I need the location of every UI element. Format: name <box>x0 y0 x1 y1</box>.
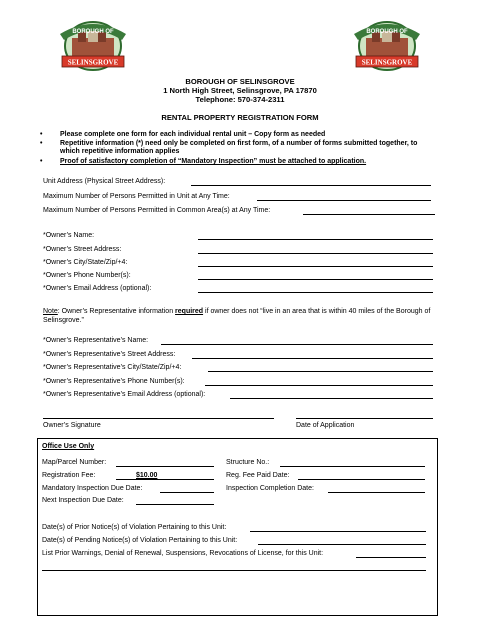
owner-phone-label: *Owner’s Phone Number(s): <box>43 272 131 279</box>
fee-paid-date-field[interactable] <box>298 479 425 480</box>
prior-warnings-field[interactable] <box>356 557 426 558</box>
borough-seal-left <box>58 18 128 76</box>
prior-notice-label: Date(s) of Prior Notice(s) of Violation Pertaining to this Unit: <box>42 524 227 531</box>
office-use-title: Office Use Only <box>42 443 95 450</box>
next-inspection-field[interactable] <box>136 504 214 505</box>
owner-email-field[interactable] <box>198 292 433 293</box>
prior-notice-field[interactable] <box>250 531 426 532</box>
owner-signature-field[interactable] <box>43 418 274 419</box>
org-name: BOROUGH OF SELINSGROVE <box>185 77 295 86</box>
rep-email-field[interactable] <box>230 398 433 399</box>
owner-name-field[interactable] <box>198 239 433 240</box>
rep-name-field[interactable] <box>161 344 433 345</box>
inspection-completion-field[interactable] <box>328 492 425 493</box>
max-persons-common-label: Maximum Number of Persons Permitted in Common Area(s) at Any Time: <box>43 207 271 214</box>
form-title: RENTAL PROPERTY REGISTRATION FORM <box>161 113 319 122</box>
pending-notice-field[interactable] <box>258 544 426 545</box>
unit-address-field[interactable] <box>191 185 431 186</box>
inspection-due-field[interactable] <box>160 492 214 493</box>
rep-street-label: *Owner’s Representative’s Street Address: <box>43 351 176 358</box>
pending-notice-label: Date(s) of Pending Notice(s) of Violation Pertaining to this Unit: <box>42 537 238 544</box>
owner-name-label: *Owner’s Name: <box>43 232 95 239</box>
rep-phone-field[interactable] <box>205 385 433 386</box>
owner-signature-label: Owner’s Signature <box>43 422 101 429</box>
inspection-due-label: Mandatory Inspection Due Date: <box>42 485 143 492</box>
org-phone: Telephone: 570-374-2311 <box>195 95 285 104</box>
instruction-bullet-2: • Repetitive information (*) need only be completed on first form, of a number of forms submitted together, to which repetitive information applies <box>40 140 418 156</box>
rep-name-label: *Owner’s Representative’s Name: <box>43 337 149 344</box>
rep-street-field[interactable] <box>192 358 433 359</box>
next-inspection-label: Next Inspection Due Date: <box>42 497 124 504</box>
svg-text:SELINSGROVE: SELINSGROVE <box>67 58 119 67</box>
prior-warnings-label: List Prior Warnings, Denial of Renewal, Suspensions, Revocations of License, for this Unit: <box>42 550 324 557</box>
rep-email-label: *Owner’s Representative’s Email Address (optional): <box>43 391 206 398</box>
borough-seal-right <box>352 18 422 76</box>
application-date-label: Date of Application <box>296 422 355 429</box>
structure-no-field[interactable] <box>280 466 425 467</box>
svg-text:BOROUGH OF: BOROUGH OF <box>72 29 114 35</box>
prior-warnings-field-line-2[interactable] <box>42 570 426 571</box>
instruction-bullet-3: • Proof of satisfactory completion of “Mandatory Inspection” must be attached to application. <box>40 158 367 165</box>
instruction-bullet-1: • Please complete one form for each individual rental unit – Copy form as needed <box>40 131 326 138</box>
structure-no-label: Structure No.: <box>226 459 270 466</box>
representative-note: Note: Owner’s Representative information required if owner does not “live in an area that is within 40 miles of the Borough of Selinsgrove.” <box>43 308 431 324</box>
owner-phone-field[interactable] <box>198 279 433 280</box>
rep-phone-label: *Owner’s Representative’s Phone Number(s): <box>43 378 185 385</box>
max-persons-unit-label: Maximum Number of Persons Permitted in Unit at Any Time: <box>43 193 230 200</box>
unit-address-label: Unit Address (Physical Street Address): <box>43 178 166 185</box>
owner-email-label: *Owner’s Email Address (optional): <box>43 285 152 292</box>
max-persons-unit-field[interactable] <box>257 200 431 201</box>
map-parcel-label: Map/Parcel Number: <box>42 459 107 466</box>
org-address: 1 North High Street, Selinsgrove, PA 17870 <box>163 86 317 95</box>
owner-city-label: *Owner’s City/State/Zip/+4: <box>43 259 128 266</box>
owner-street-label: *Owner’s Street Address: <box>43 246 122 253</box>
registration-fee-field <box>116 479 214 480</box>
owner-city-field[interactable] <box>198 266 433 267</box>
svg-text:BOROUGH OF: BOROUGH OF <box>366 29 408 35</box>
svg-text:SELINSGROVE: SELINSGROVE <box>361 58 413 67</box>
registration-fee-label: Registration Fee: <box>42 472 96 479</box>
max-persons-common-field[interactable] <box>303 214 435 215</box>
owner-street-field[interactable] <box>198 253 433 254</box>
office-use-box <box>37 438 438 616</box>
application-date-field[interactable] <box>296 418 433 419</box>
rep-city-field[interactable] <box>208 371 433 372</box>
inspection-completion-label: Inspection Completion Date: <box>226 485 314 492</box>
fee-paid-date-label: Reg. Fee Paid Date: <box>226 472 290 479</box>
map-parcel-field[interactable] <box>116 466 214 467</box>
rep-city-label: *Owner’s Representative’s City/State/Zip/+4: <box>43 364 182 371</box>
registration-fee-value: $10.00 <box>136 472 158 479</box>
